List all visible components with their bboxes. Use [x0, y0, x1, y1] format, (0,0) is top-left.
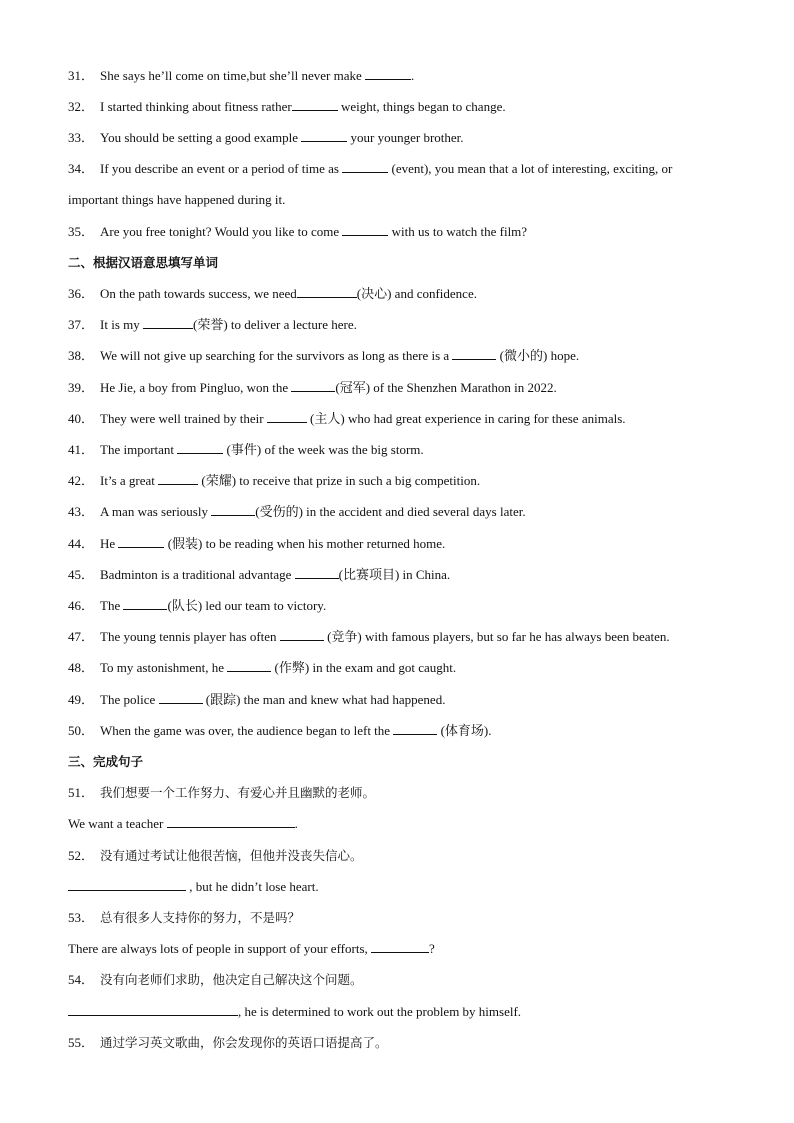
question-51-prompt: 51． 我们想要一个工作努力、有爱心并且幽默的老师。: [68, 785, 376, 800]
answer-blank[interactable]: [342, 223, 388, 236]
question-32: 32． I started thinking about fitness rather weight, things began to change.: [68, 99, 506, 114]
section-3-heading: 三、完成句子: [68, 754, 144, 769]
answer-blank[interactable]: [123, 597, 167, 610]
question-41: 41． The important (事件) of the week was the big storm.: [68, 442, 424, 457]
answer-blank[interactable]: [452, 347, 496, 360]
answer-blank[interactable]: [301, 129, 347, 142]
question-55-prompt: 55． 通过学习英文歌曲，你会发现你的英语口语提高了。: [68, 1035, 388, 1050]
question-34: 34． If you describe an event or a period of time as (event), you mean that a lot of interesting, exciting, or: [68, 161, 673, 176]
answer-blank[interactable]: [227, 659, 271, 672]
question-43: 43． A man was seriously (受伤的) in the accident and died several days later.: [68, 504, 526, 519]
answer-blank[interactable]: [371, 940, 429, 953]
answer-blank[interactable]: [158, 472, 198, 485]
answer-blank[interactable]: [167, 815, 295, 828]
answer-blank[interactable]: [68, 1003, 238, 1016]
answer-blank[interactable]: [118, 535, 164, 548]
question-50: 50． When the game was over, the audience began to left the (体育场).: [68, 723, 492, 738]
question-31: 31． She says he’ll come on time,but she’ll never make .: [68, 68, 415, 83]
answer-blank[interactable]: [365, 67, 411, 80]
question-33: 33． You should be setting a good example your younger brother.: [68, 130, 464, 145]
question-35: 35． Are you free tonight? Would you like to come with us to watch the film?: [68, 224, 528, 239]
question-34-continued: important things have happened during it.: [68, 192, 286, 207]
question-42: 42． It’s a great (荣耀) to receive that prize in such a big competition.: [68, 473, 481, 488]
question-40: 40． They were well trained by their (主人) who had great experience in caring for these animals.: [68, 411, 626, 426]
question-45: 45． Badminton is a traditional advantage (比赛项目) in China.: [68, 567, 451, 582]
answer-blank[interactable]: [177, 441, 223, 454]
question-47: 47． The young tennis player has often (竞争) with famous players, but so far he has always been beaten.: [68, 629, 670, 644]
question-51-answer: We want a teacher .: [68, 816, 298, 831]
question-36: 36． On the path towards success, we need (决心) and confidence.: [68, 286, 477, 301]
question-54-answer: , he is determined to work out the problem by himself.: [68, 1003, 726, 1021]
section-2-heading: 二、根据汉语意思填写单词: [68, 255, 219, 270]
answer-blank[interactable]: [280, 628, 324, 641]
answer-blank[interactable]: [295, 566, 339, 579]
question-46: 46． The (队长) led our team to victory.: [68, 598, 327, 613]
answer-blank[interactable]: [211, 503, 255, 516]
answer-blank[interactable]: [267, 410, 307, 423]
answer-blank[interactable]: [143, 316, 193, 329]
answer-blank[interactable]: [291, 379, 335, 392]
question-39: 39． He Jie, a boy from Pingluo, won the (冠军) of the Shenzhen Marathon in 2022.: [68, 380, 557, 395]
question-49: 49． The police (跟踪) the man and knew what had happened.: [68, 692, 446, 707]
question-48: 48． To my astonishment, he (作弊) in the exam and got caught.: [68, 660, 457, 675]
question-53-answer: There are always lots of people in support of your efforts, ?: [68, 941, 435, 956]
question-44: 44． He (假装) to be reading when his mother returned home.: [68, 536, 446, 551]
question-52-prompt: 52． 没有通过考试让他很苦恼，但他并没丧失信心。: [68, 848, 363, 863]
question-52-answer: , but he didn’t lose heart.: [68, 878, 726, 896]
answer-blank[interactable]: [393, 722, 437, 735]
question-54-prompt: 54． 没有向老师们求助，他决定自己解决这个问题。: [68, 972, 363, 987]
answer-blank[interactable]: [297, 285, 357, 298]
question-37: 37． It is my (荣誉) to deliver a lecture here.: [68, 317, 357, 332]
question-53-prompt: 53． 总有很多人支持你的努力，不是吗？: [68, 910, 301, 925]
answer-blank[interactable]: [342, 160, 388, 173]
answer-blank[interactable]: [159, 691, 203, 704]
question-38: 38． We will not give up searching for the survivors as long as there is a (微小的) hope.: [68, 348, 580, 363]
answer-blank[interactable]: [68, 878, 186, 891]
answer-blank[interactable]: [292, 98, 338, 111]
